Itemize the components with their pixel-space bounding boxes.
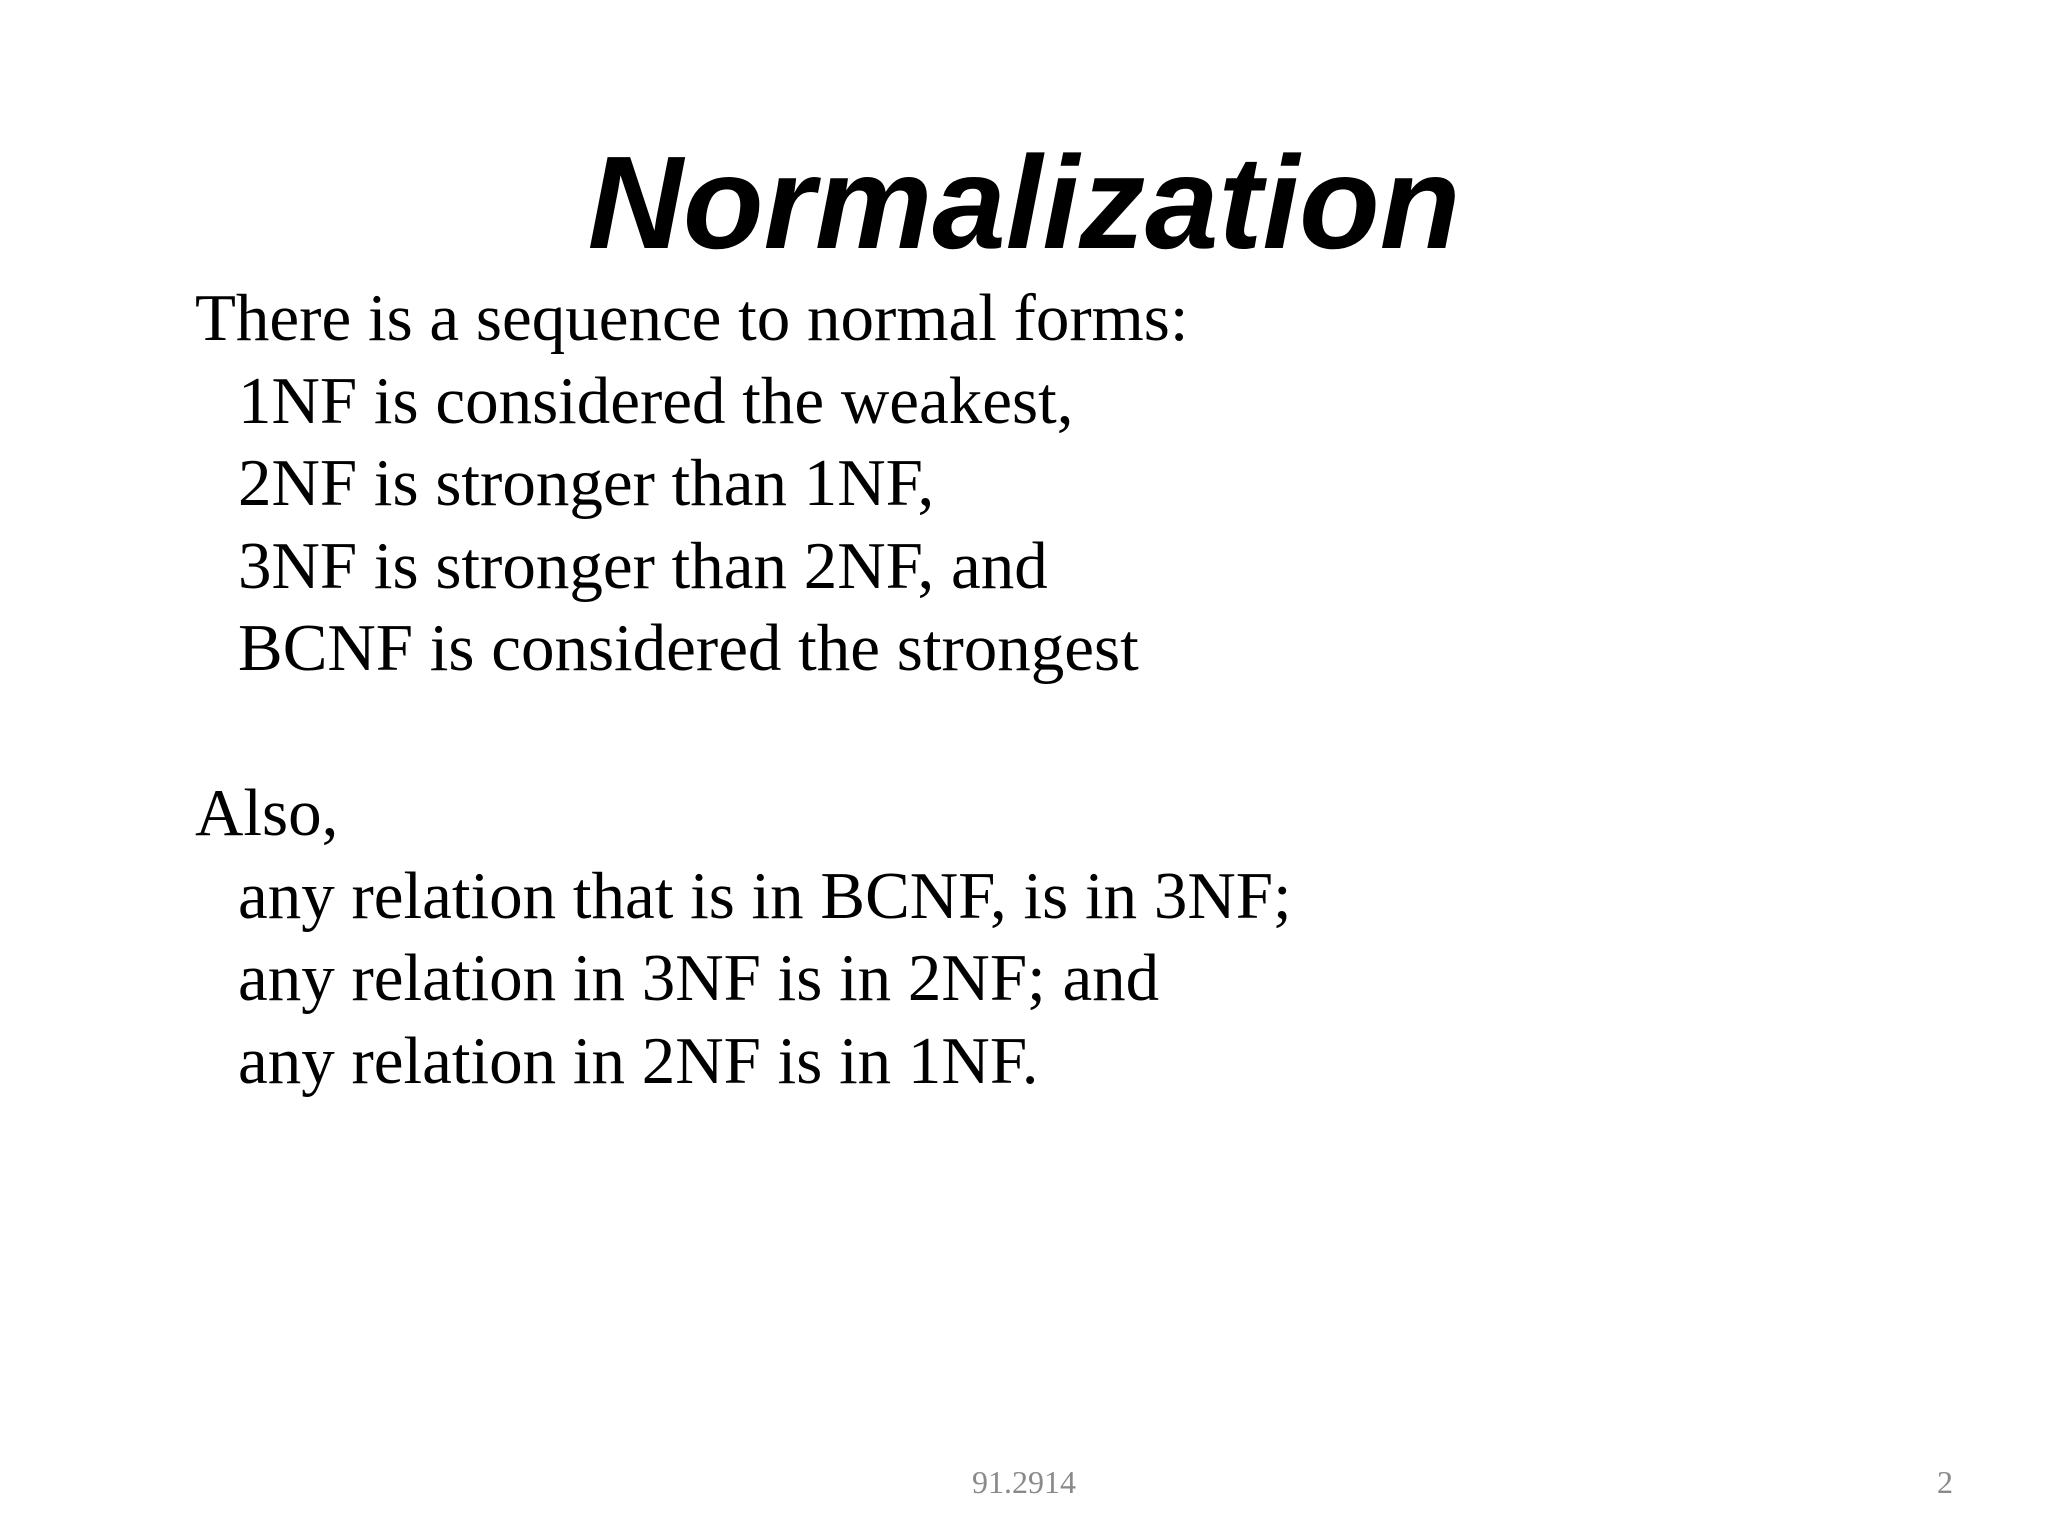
body-line: BCNF is considered the strongest	[238, 611, 1139, 685]
page-number: 2	[1937, 1464, 1953, 1500]
blank-line	[195, 690, 1895, 773]
slide-title: Normalization	[587, 129, 1461, 276]
slide-body	[195, 277, 1895, 1102]
body-line: 3NF is stronger than 2NF, and	[238, 528, 1048, 603]
body-line: any relation that is in BCNF, is in 3NF;	[238, 858, 1292, 933]
body-line: any relation in 2NF is in 1NF.	[238, 1023, 1039, 1098]
body-line: There is a sequence to normal forms:	[195, 281, 1189, 355]
body-line: Also,	[195, 776, 339, 850]
footer-course-code: 91.2914	[972, 1464, 1076, 1500]
body-line: 1NF is considered the weakest,	[238, 363, 1074, 438]
body-line: any relation in 3NF is in 2NF; and	[238, 941, 1160, 1015]
body-line: 2NF is stronger than 1NF,	[238, 446, 935, 520]
